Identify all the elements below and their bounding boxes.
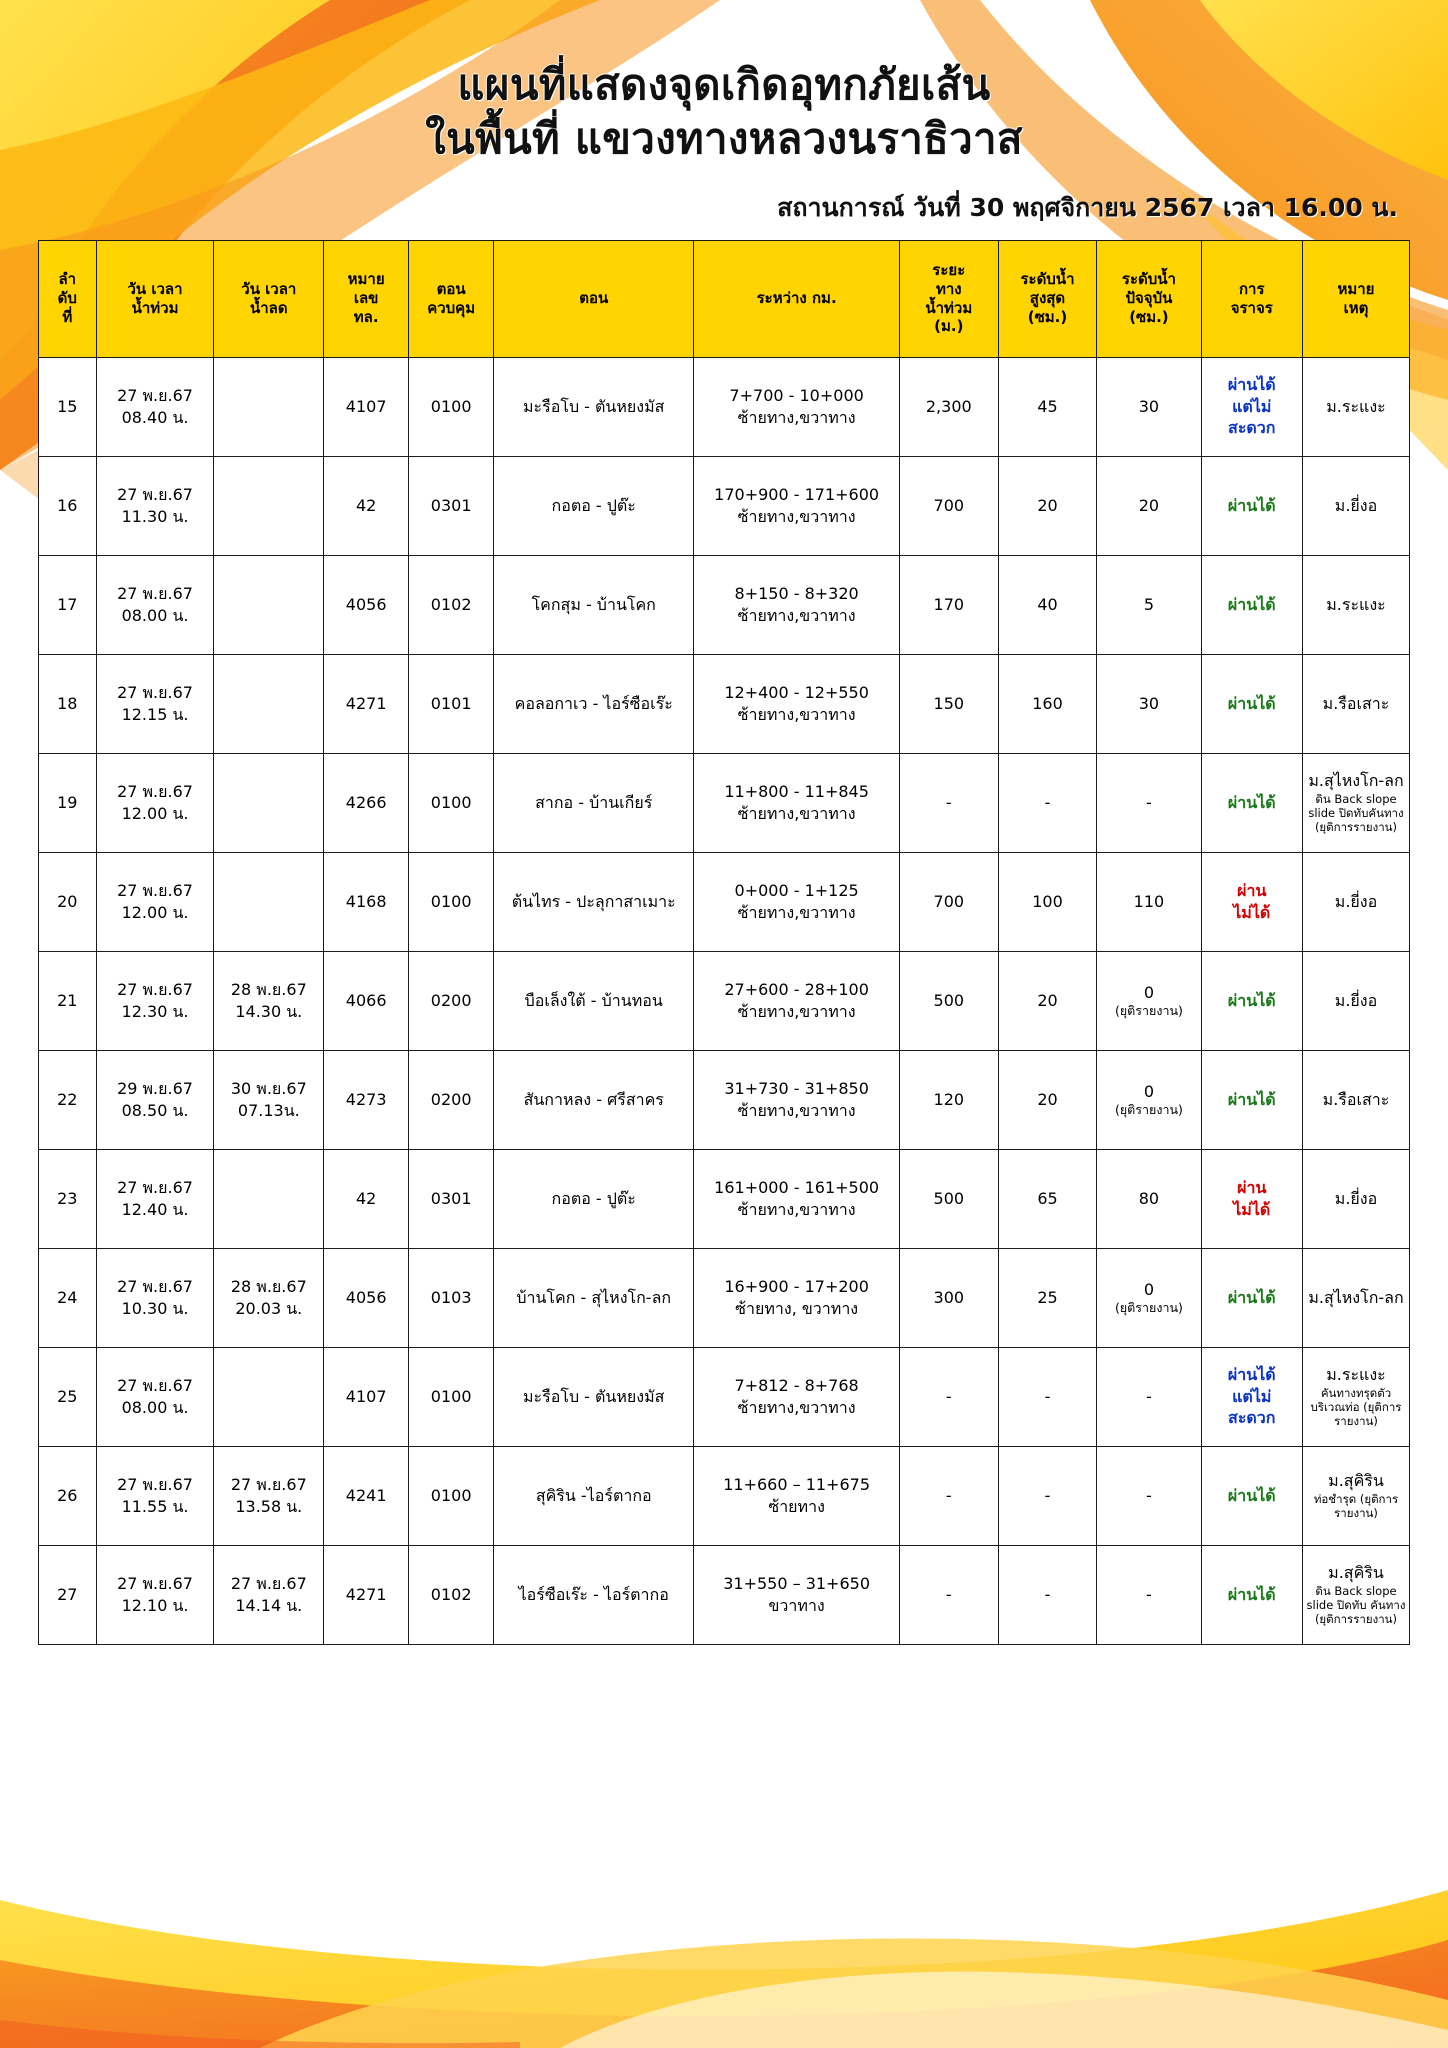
cell-between-km: 27+600 - 28+100 ซ้ายทาง,ขวาทาง [694, 951, 900, 1050]
cell-current-level: 5 [1097, 555, 1201, 654]
cell-control-section: 0200 [409, 951, 494, 1050]
cell-remark: ม.รือเสาะ [1302, 654, 1409, 753]
cell-flood-distance: 500 [899, 1149, 998, 1248]
table-row [39, 555, 1410, 654]
col-header-section: ตอน [494, 240, 694, 357]
table-row [39, 1050, 1410, 1149]
cell-between-km: 11+800 - 11+845 ซ้ายทาง,ขวาทาง [694, 753, 900, 852]
cell-traffic-status [1201, 456, 1302, 555]
title-line-2: ในพื้นที่ แขวงทางหลวงนราธิวาส [425, 113, 1023, 163]
cell-road-number: 4168 [324, 852, 409, 951]
cell-no: 19 [39, 753, 97, 852]
status-badge: ผ่านได้ แต่ไม่ สะดวก [1227, 1365, 1276, 1428]
cell-between-km: 161+000 - 161+500 ซ้ายทาง,ขวาทาง [694, 1149, 900, 1248]
status-badge: ผ่านได้ [1227, 1089, 1276, 1109]
cell-road-number: 42 [324, 1149, 409, 1248]
cell-recede-datetime: 27 พ.ย.67 14.14 น. [214, 1545, 324, 1644]
cell-flood-datetime: 27 พ.ย.67 08.00 น. [96, 555, 214, 654]
table-row [39, 1545, 1410, 1644]
cell-recede-datetime [214, 753, 324, 852]
page-title [38, 0, 1410, 166]
cell-flood-distance: 170 [899, 555, 998, 654]
cell-traffic-status [1201, 1149, 1302, 1248]
status-badge: ผ่านได้ [1227, 495, 1276, 515]
cell-max-level: 100 [998, 852, 1097, 951]
title-line-1: แผนที่แสดงจุดเกิดอุทกภัยเส้น [457, 60, 991, 109]
cell-control-section: 0100 [409, 1347, 494, 1446]
cell-recede-datetime [214, 456, 324, 555]
cell-flood-distance: 700 [899, 456, 998, 555]
table-row [39, 951, 1410, 1050]
cell-flood-datetime: 27 พ.ย.67 12.40 น. [96, 1149, 214, 1248]
cell-flood-datetime: 27 พ.ย.67 12.30 น. [96, 951, 214, 1050]
cell-traffic-status [1201, 1347, 1302, 1446]
table-row [39, 753, 1410, 852]
cell-section: สันกาหลง - ศรีสาคร [494, 1050, 694, 1149]
cell-max-level: 45 [998, 357, 1097, 456]
cell-recede-datetime [214, 1347, 324, 1446]
cell-max-level: - [998, 753, 1097, 852]
cell-between-km: 8+150 - 8+320 ซ้ายทาง,ขวาทาง [694, 555, 900, 654]
cell-no: 25 [39, 1347, 97, 1446]
cell-flood-datetime: 27 พ.ย.67 12.10 น. [96, 1545, 214, 1644]
cell-remark: ม.ยี่งอ [1302, 1149, 1409, 1248]
cell-flood-datetime: 27 พ.ย.67 12.00 น. [96, 753, 214, 852]
cell-recede-datetime: 27 พ.ย.67 13.58 น. [214, 1446, 324, 1545]
cell-max-level: 20 [998, 456, 1097, 555]
cell-road-number: 4266 [324, 753, 409, 852]
cell-flood-distance: 120 [899, 1050, 998, 1149]
cell-recede-datetime [214, 654, 324, 753]
cell-between-km: 16+900 - 17+200 ซ้ายทาง, ขวาทาง [694, 1248, 900, 1347]
cell-flood-distance: 300 [899, 1248, 998, 1347]
cell-max-level: 65 [998, 1149, 1097, 1248]
cell-traffic-status [1201, 654, 1302, 753]
col-header-no: ลำ ดับ ที่ [39, 240, 97, 357]
table-row [39, 654, 1410, 753]
cell-flood-distance: - [899, 1446, 998, 1545]
cell-control-section: 0102 [409, 555, 494, 654]
cell-max-level: - [998, 1545, 1097, 1644]
status-badge: ผ่านได้ [1227, 1287, 1276, 1307]
cell-section: โคกสุม - บ้านโคก [494, 555, 694, 654]
status-badge: ผ่านได้ [1227, 693, 1276, 713]
cell-section: ไอร์ซือเร๊ะ - ไอร์ตากอ [494, 1545, 694, 1644]
table-row [39, 1347, 1410, 1446]
cell-road-number: 4056 [324, 555, 409, 654]
cell-flood-distance: 500 [899, 951, 998, 1050]
cell-current-level: 20 [1097, 456, 1201, 555]
cell-remark: ม.สุไหงโก-ลก [1302, 1248, 1409, 1347]
cell-control-section: 0100 [409, 852, 494, 951]
cell-between-km: 170+900 - 171+600 ซ้ายทาง,ขวาทาง [694, 456, 900, 555]
cell-flood-datetime: 27 พ.ย.67 10.30 น. [96, 1248, 214, 1347]
cell-road-number: 4107 [324, 1347, 409, 1446]
cell-traffic-status [1201, 555, 1302, 654]
cell-flood-datetime: 27 พ.ย.67 12.00 น. [96, 852, 214, 951]
cell-section: สุคิริน -ไอร์ตากอ [494, 1446, 694, 1545]
cell-no: 15 [39, 357, 97, 456]
table-row [39, 357, 1410, 456]
table-row [39, 1149, 1410, 1248]
status-badge: ผ่านได้ [1227, 594, 1276, 614]
cell-remark: ม.สุคิริน ดิน Back slope slide ปิดทับ คันทาง (ยุติการรายงาน) [1302, 1545, 1409, 1644]
cell-remark: ม.ระแงะ [1302, 357, 1409, 456]
cell-no: 27 [39, 1545, 97, 1644]
cell-current-level: - [1097, 753, 1201, 852]
cell-no: 26 [39, 1446, 97, 1545]
cell-no: 21 [39, 951, 97, 1050]
cell-no: 18 [39, 654, 97, 753]
cell-control-section: 0103 [409, 1248, 494, 1347]
col-header-remark: หมาย เหตุ [1302, 240, 1409, 357]
cell-between-km: 31+550 – 31+650 ขวาทาง [694, 1545, 900, 1644]
cell-control-section: 0100 [409, 753, 494, 852]
cell-control-section: 0102 [409, 1545, 494, 1644]
cell-road-number: 42 [324, 456, 409, 555]
cell-remark: ม.ยี่งอ [1302, 852, 1409, 951]
cell-section: กอตอ - ปูต๊ะ [494, 1149, 694, 1248]
table-row [39, 456, 1410, 555]
cell-no: 20 [39, 852, 97, 951]
cell-control-section: 0301 [409, 456, 494, 555]
cell-flood-datetime: 27 พ.ย.67 08.40 น. [96, 357, 214, 456]
cell-remark: ม.สุคิริน ท่อชำรุด (ยุติการรายงาน) [1302, 1446, 1409, 1545]
cell-no: 23 [39, 1149, 97, 1248]
cell-flood-datetime: 29 พ.ย.67 08.50 น. [96, 1050, 214, 1149]
cell-current-level: 0 (ยุติรายงาน) [1097, 1050, 1201, 1149]
cell-section: บือเล็งใต้ - บ้านทอน [494, 951, 694, 1050]
table-row [39, 1248, 1410, 1347]
cell-recede-datetime [214, 1149, 324, 1248]
situation-timestamp: สถานการณ์ วันที่ 30 พฤศจิกายน 2567 เวลา 16.00 น. [777, 192, 1398, 222]
cell-road-number: 4056 [324, 1248, 409, 1347]
cell-current-level: - [1097, 1446, 1201, 1545]
table-row [39, 852, 1410, 951]
cell-no: 16 [39, 456, 97, 555]
col-header-flood-datetime: วัน เวลา น้ำท่วม [96, 240, 214, 357]
status-badge: ผ่านได้ [1227, 792, 1276, 812]
col-header-traffic: การ จราจร [1201, 240, 1302, 357]
cell-max-level: 20 [998, 951, 1097, 1050]
cell-flood-distance: - [899, 1545, 998, 1644]
status-badge: ผ่านได้ แต่ไม่ สะดวก [1227, 375, 1276, 438]
cell-recede-datetime [214, 852, 324, 951]
cell-road-number: 4107 [324, 357, 409, 456]
cell-traffic-status [1201, 951, 1302, 1050]
col-header-max-level: ระดับน้ำ สูงสุด (ซม.) [998, 240, 1097, 357]
cell-road-number: 4066 [324, 951, 409, 1050]
cell-control-section: 0200 [409, 1050, 494, 1149]
cell-flood-distance: - [899, 753, 998, 852]
cell-current-level: 0 (ยุติรายงาน) [1097, 1248, 1201, 1347]
cell-flood-distance: - [899, 1347, 998, 1446]
cell-flood-datetime: 27 พ.ย.67 12.15 น. [96, 654, 214, 753]
cell-control-section: 0100 [409, 357, 494, 456]
cell-between-km: 7+812 - 8+768 ซ้ายทาง,ขวาทาง [694, 1347, 900, 1446]
cell-recede-datetime: 28 พ.ย.67 20.03 น. [214, 1248, 324, 1347]
status-badge: ผ่านได้ [1227, 1584, 1276, 1604]
cell-road-number: 4271 [324, 1545, 409, 1644]
cell-max-level: 25 [998, 1248, 1097, 1347]
cell-flood-datetime: 27 พ.ย.67 08.00 น. [96, 1347, 214, 1446]
cell-traffic-status [1201, 852, 1302, 951]
cell-max-level: 160 [998, 654, 1097, 753]
cell-current-level: 30 [1097, 654, 1201, 753]
cell-current-level: 30 [1097, 357, 1201, 456]
cell-no: 24 [39, 1248, 97, 1347]
cell-recede-datetime: 30 พ.ย.67 07.13น. [214, 1050, 324, 1149]
cell-section: คอลอกาเว - ไอร์ซือเร๊ะ [494, 654, 694, 753]
cell-between-km: 0+000 - 1+125 ซ้ายทาง,ขวาทาง [694, 852, 900, 951]
col-header-current-level: ระดับน้ำ ปัจจุบัน (ซม.) [1097, 240, 1201, 357]
cell-current-level: - [1097, 1347, 1201, 1446]
cell-recede-datetime [214, 555, 324, 654]
cell-current-level: 80 [1097, 1149, 1201, 1248]
cell-remark: ม.ยี่งอ [1302, 456, 1409, 555]
cell-between-km: 12+400 - 12+550 ซ้ายทาง,ขวาทาง [694, 654, 900, 753]
cell-max-level: - [998, 1347, 1097, 1446]
flood-points-table [38, 240, 1410, 1645]
cell-section: ต้นไทร - ปะลุกาสาเมาะ [494, 852, 694, 951]
cell-no: 22 [39, 1050, 97, 1149]
col-header-between-km: ระหว่าง กม. [694, 240, 900, 357]
cell-remark: ม.ระแงะ [1302, 555, 1409, 654]
cell-road-number: 4241 [324, 1446, 409, 1545]
col-header-road-number: หมาย เลข ทล. [324, 240, 409, 357]
cell-section: กอตอ - ปูต๊ะ [494, 456, 694, 555]
cell-remark: ม.ระแงะ คันทางทรุดตัว บริเวณท่อ (ยุติการรายงาน) [1302, 1347, 1409, 1446]
cell-between-km: 31+730 - 31+850 ซ้ายทาง,ขวาทาง [694, 1050, 900, 1149]
cell-section: มะรือโบ - ตันหยงมัส [494, 1347, 694, 1446]
cell-between-km: 7+700 - 10+000 ซ้ายทาง,ขวาทาง [694, 357, 900, 456]
cell-max-level: 40 [998, 555, 1097, 654]
cell-flood-datetime: 27 พ.ย.67 11.55 น. [96, 1446, 214, 1545]
cell-section: มะรือโบ - ตันหยงมัส [494, 357, 694, 456]
table-header-row [39, 240, 1410, 357]
cell-current-level: 0 (ยุติรายงาน) [1097, 951, 1201, 1050]
col-header-control-section: ตอน ควบคุม [409, 240, 494, 357]
cell-between-km: 11+660 – 11+675 ซ้ายทาง [694, 1446, 900, 1545]
cell-max-level: - [998, 1446, 1097, 1545]
cell-current-level: 110 [1097, 852, 1201, 951]
cell-traffic-status [1201, 1248, 1302, 1347]
cell-flood-distance: 150 [899, 654, 998, 753]
cell-control-section: 0301 [409, 1149, 494, 1248]
table-row [39, 1446, 1410, 1545]
cell-control-section: 0100 [409, 1446, 494, 1545]
cell-road-number: 4273 [324, 1050, 409, 1149]
cell-max-level: 20 [998, 1050, 1097, 1149]
cell-traffic-status [1201, 1446, 1302, 1545]
cell-traffic-status [1201, 1545, 1302, 1644]
status-badge: ผ่าน ไม่ได้ [1233, 1177, 1271, 1219]
cell-traffic-status [1201, 1050, 1302, 1149]
cell-remark: ม.รือเสาะ [1302, 1050, 1409, 1149]
cell-flood-distance: 2,300 [899, 357, 998, 456]
cell-flood-distance: 700 [899, 852, 998, 951]
table-body [39, 357, 1410, 1644]
cell-recede-datetime: 28 พ.ย.67 14.30 น. [214, 951, 324, 1050]
cell-traffic-status [1201, 753, 1302, 852]
cell-current-level: - [1097, 1545, 1201, 1644]
cell-remark: ม.ยี่งอ [1302, 951, 1409, 1050]
status-badge: ผ่าน ไม่ได้ [1233, 880, 1271, 922]
col-header-flood-distance: ระยะ ทาง น้ำท่วม (ม.) [899, 240, 998, 357]
col-header-recede-datetime: วัน เวลา น้ำลด [214, 240, 324, 357]
cell-road-number: 4271 [324, 654, 409, 753]
cell-section: สากอ - บ้านเกียร์ [494, 753, 694, 852]
cell-flood-datetime: 27 พ.ย.67 11.30 น. [96, 456, 214, 555]
cell-no: 17 [39, 555, 97, 654]
table-header [39, 240, 1410, 357]
cell-recede-datetime [214, 357, 324, 456]
status-badge: ผ่านได้ [1227, 990, 1276, 1010]
status-badge: ผ่านได้ [1227, 1485, 1276, 1505]
cell-control-section: 0101 [409, 654, 494, 753]
cell-traffic-status [1201, 357, 1302, 456]
cell-section: บ้านโคก - สุไหงโก-ลก [494, 1248, 694, 1347]
cell-remark: ม.สุไหงโก-ลก ดิน Back slope slide ปิดทับคันทาง (ยุติการรายงาน) [1302, 753, 1409, 852]
